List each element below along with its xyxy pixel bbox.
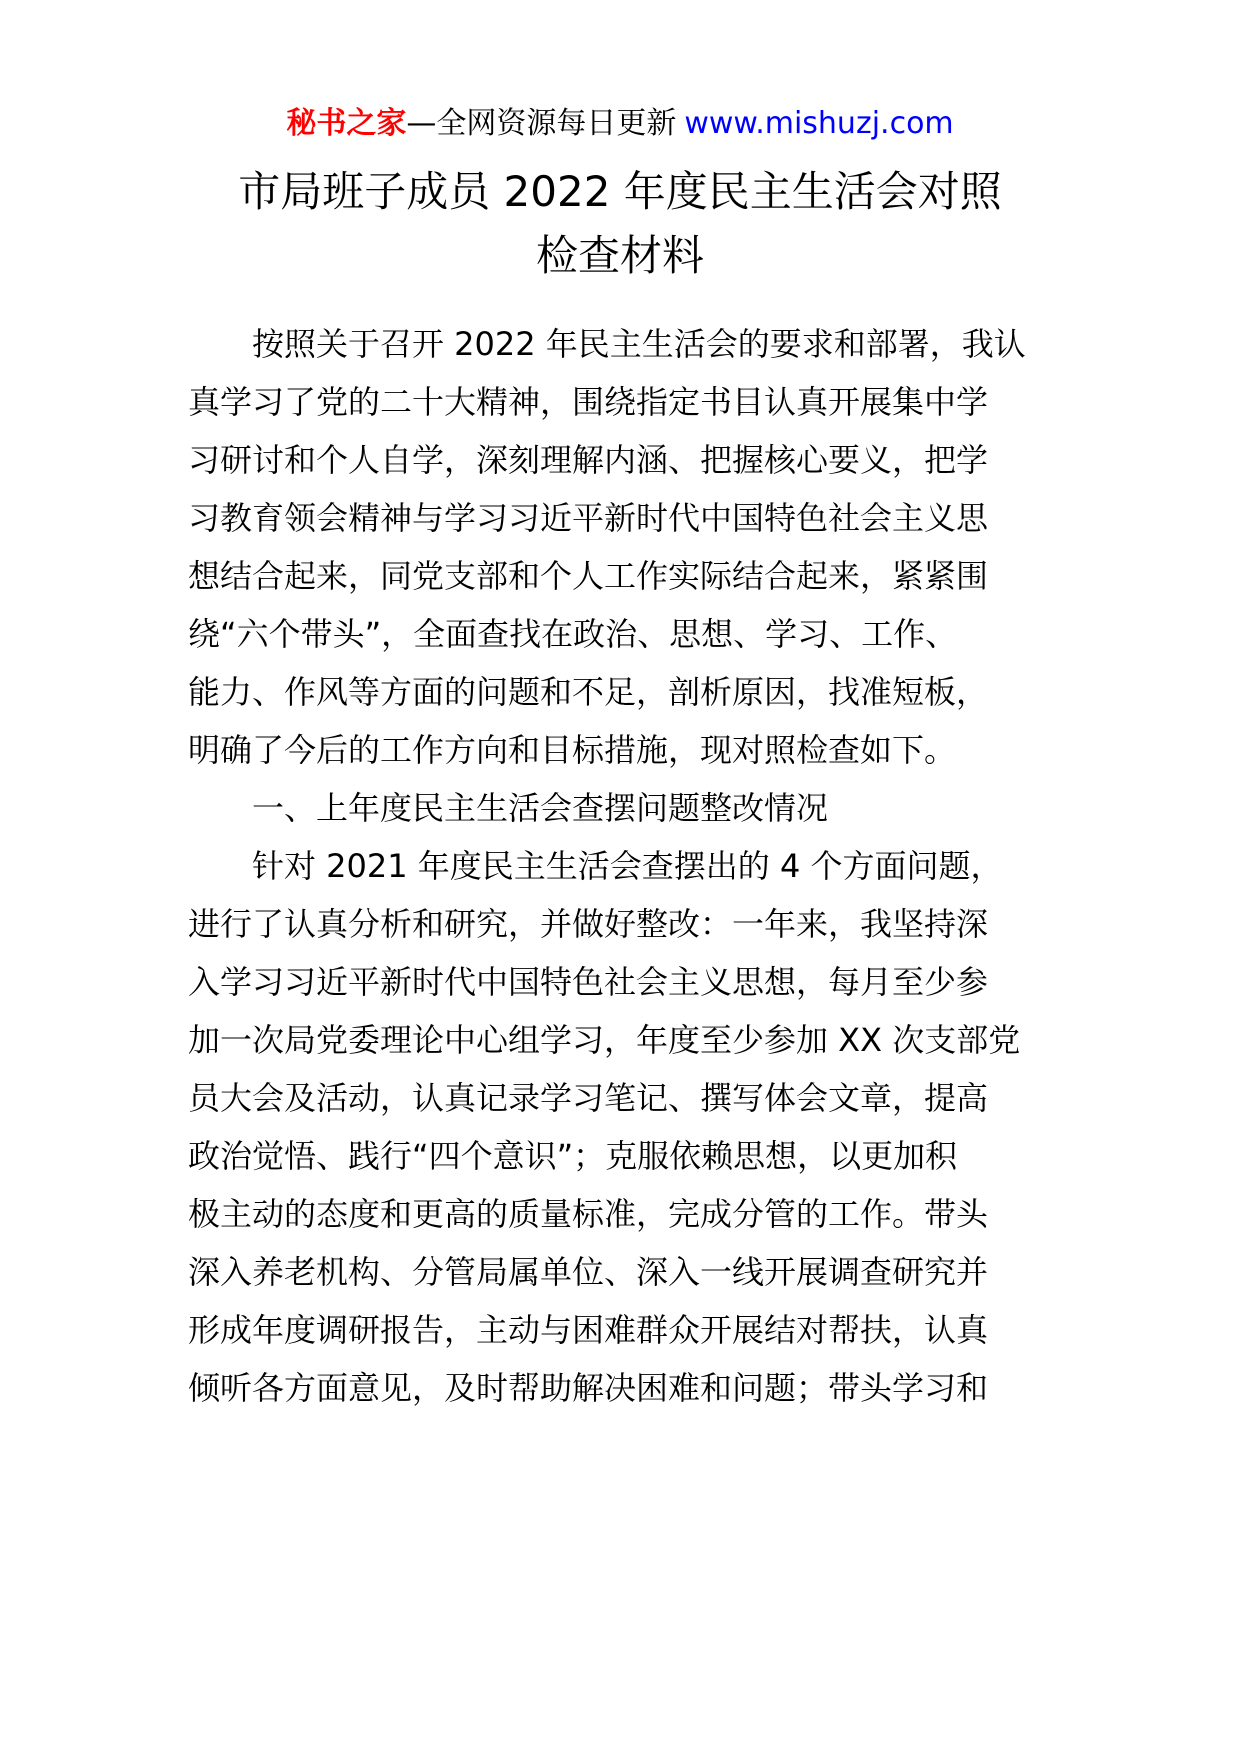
body-text-line: 针对 2021 年度民主生活会查摆出的 4 个方面问题， (188, 847, 1003, 885)
document-title-line-2: 检查材料 (535, 231, 704, 280)
body-text-line: 政治觉悟、践行“四个意识”；克服依赖思想，以更加积 (188, 1137, 958, 1175)
brand-tagline: —全网资源每日更新 (406, 106, 677, 141)
body-text-line: 一、上年度民主生活会查摆问题整改情况 (188, 789, 829, 827)
body-text-line: 深入养老机构、分管局属单位、深入一线开展调查研究并 (188, 1253, 989, 1291)
body-text-line: 真学习了党的二十大精神，围绕指定书目认真开展集中学 (188, 383, 989, 421)
body-text-line: 倾听各方面意见，及时帮助解决困难和问题；带头学习和 (188, 1369, 989, 1407)
body-text-line: 形成年度调研报告，主动与困难群众开展结对帮扶，认真 (188, 1311, 989, 1349)
body-text-line: 入学习习近平新时代中国特色社会主义思想，每月至少参 (188, 963, 989, 1001)
watermark-header (0, 104, 1240, 144)
body-text-line: 想结合起来，同党支部和个人工作实际结合起来，紧紧围 (188, 557, 989, 595)
site-url-link[interactable]: www.mishuzj.com (684, 106, 954, 141)
body-text-line: 按照关于召开 2022 年民主生活会的要求和部署，我认 (188, 325, 1026, 363)
brand-name: 秘书之家 (286, 106, 407, 141)
document-title-line-1: 市局班子成员 2022 年度民主生活会对照 (238, 167, 1002, 216)
body-text-line: 极主动的态度和更高的质量标准，完成分管的工作。带头 (188, 1195, 989, 1233)
body-text-line: 加一次局党委理论中心组学习，年度至少参加 XX 次支部党 (188, 1021, 1021, 1059)
body-text-line: 员大会及活动，认真记录学习笔记、撰写体会文章，提高 (188, 1079, 989, 1117)
body-text-line: 进行了认真分析和研究，并做好整改：一年来，我坚持深 (188, 905, 989, 943)
body-text-line: 习教育领会精神与学习习近平新时代中国特色社会主义思 (188, 499, 989, 537)
body-text-line: 习研讨和个人自学，深刻理解内涵、把握核心要义，把学 (188, 441, 989, 479)
body-text-line: 绕“六个带头”，全面查找在政治、思想、学习、工作、 (188, 615, 958, 653)
body-text-line: 能力、作风等方面的问题和不足，剖析原因，找准短板， (188, 673, 989, 711)
body-text-line: 明确了今后的工作方向和目标措施，现对照检查如下。 (188, 731, 957, 769)
